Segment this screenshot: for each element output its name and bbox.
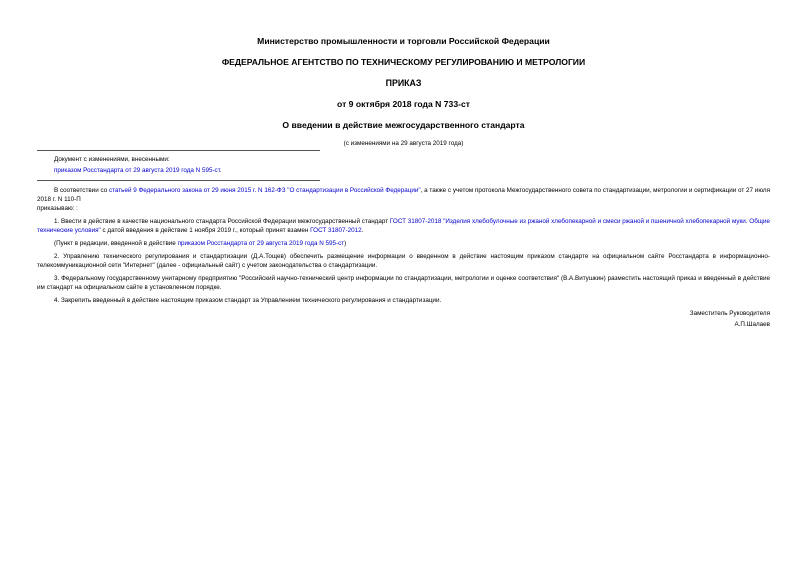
edit-note-text-2: ) (344, 240, 347, 247)
changes-label: Документ с изменениями, внесенными: (54, 156, 170, 163)
changes-note: (с изменениями на 29 августа 2019 года) (343, 140, 464, 147)
separator-bottom (37, 180, 320, 181)
item4-text: 4. Закрепить введенный в действие настоящим приказом стандарт за Управлением технического регулирования и стандартизации. (54, 297, 442, 304)
ministry-title: Министерство промышленности и торговли Российской Федерации (257, 36, 550, 46)
signature-position: Заместитель Руководителя (689, 310, 770, 317)
gost-2012-link[interactable]: ГОСТ 31807-2012 (310, 227, 362, 234)
order-word: приказываю: : (37, 205, 78, 212)
item1-text-3: . (361, 227, 364, 234)
item3-text: 3. Федеральному государственному унитарному предприятию "Российский научно-технический центр информации по стандартизации, метрологии и оценке соответствия" (В.А.Витушкин) разместить настоящий приказ и введенный в действие им стандарт на официальном сайте в установленном порядке. (37, 275, 770, 291)
item1-text-2: с датой введения в действие 1 ноября 2019 г., который принят взамен (100, 227, 311, 234)
document-page (37, 30, 770, 330)
changes-link[interactable]: приказом Росстандарта от 29 августа 2019 года N 595-ст. (54, 167, 222, 174)
preamble (37, 186, 770, 213)
preamble-text-2: , а также с учетом протокола Межгосударственного совета по стандартизации, метрологии и сертификации от 27 июля 2018 г. N 110-П (37, 187, 770, 203)
item1-text-1: 1. Ввести в действие в качестве национального стандарта Российской Федерации межгосударственный стандарт (54, 218, 390, 225)
item2-text: 2. Управлению технического регулирования и стандартизации (Д.А.Тощев) обеспечить размещение информации о введенном в действие настоящим приказом стандарте на официальном сайте Росстандарта в информационно-телекоммуникационной сети "Интернет" (далее - официальный сайт) с учетом законодательства о стандартизации. (37, 253, 770, 269)
edit-note (37, 239, 770, 248)
document-subject: О введении в действие межгосударственного стандарта (282, 120, 525, 130)
law-link[interactable]: статьей 9 Федерального закона от 29 июня 2015 г. N 162-ФЗ "О стандартизации в Российской Федерации" (108, 187, 421, 194)
item-3 (37, 274, 770, 292)
edit-note-link[interactable]: приказом Росстандарта от 29 августа 2019 года N 595-ст (177, 240, 345, 247)
changes-box (37, 154, 770, 176)
item-1 (37, 217, 770, 235)
preamble-text-1: В соответствии со (54, 187, 109, 194)
date-number: от 9 октября 2018 года N 733-ст (337, 99, 470, 109)
item-4 (37, 296, 770, 305)
separator-top (37, 150, 320, 151)
doc-type: ПРИКАЗ (385, 78, 422, 88)
item-2 (37, 252, 770, 270)
gost-2018-link[interactable]: ГОСТ 31807-2018 "Изделия хлебобулочные из ржаной хлебопекарной и смеси ржаной и пшеничной хлебопекарной муки. Общие технические условия" (37, 218, 770, 234)
edit-note-text-1: (Пункт в редакции, введенной в действие (54, 240, 178, 247)
signature-block (37, 308, 770, 330)
agency-title: ФЕДЕРАЛЬНОЕ АГЕНТСТВО ПО ТЕХНИЧЕСКОМУ РЕГУЛИРОВАНИЮ И МЕТРОЛОГИИ (221, 57, 586, 67)
signature-name: А.П.Шалаев (734, 321, 770, 328)
